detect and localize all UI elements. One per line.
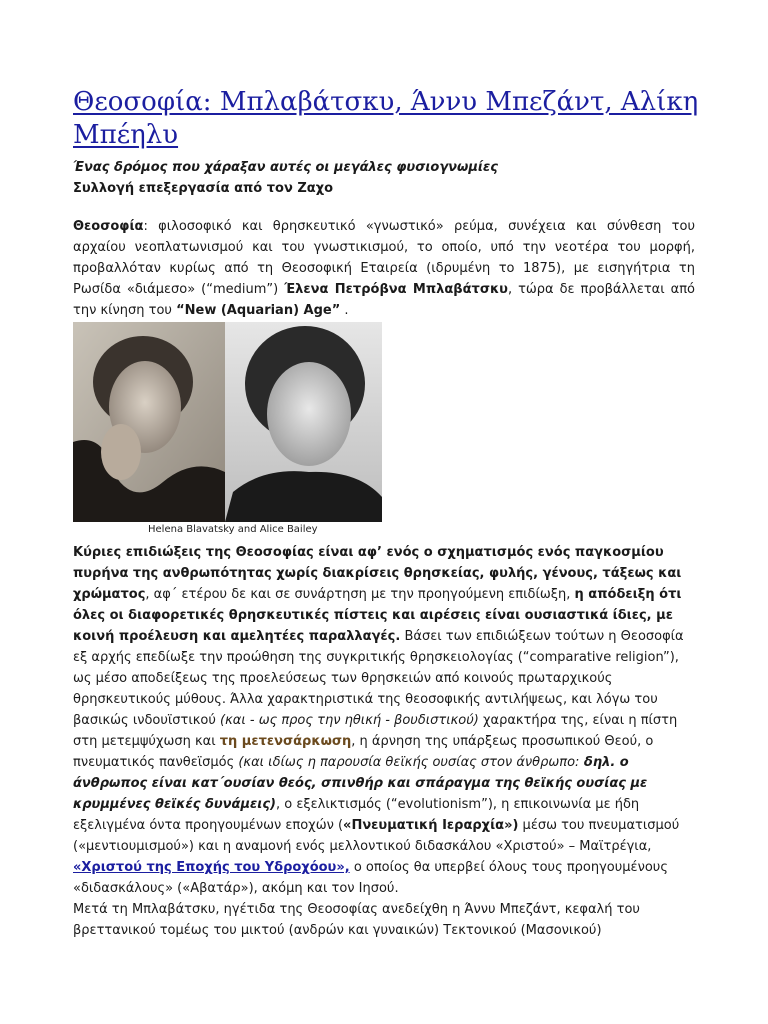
page-title[interactable]: Θεοσοφία: Μπλαβάτσκυ, Άννυ Μπεζάντ, Αλίκη Μπέηλυ [73, 87, 699, 150]
subtitle-line-1: Ένας δρόμος που χάραξαν αυτές οι μεγάλες φυσιογνωμίες [73, 160, 498, 175]
left-portrait-hand [101, 424, 141, 480]
bold-text-1: Κύριες επιδιώξεις της Θεοσοφίας είναι αφ’ ενός ο σχηματισμός ενός παγκοσμίου πυρήνα της ανθρωπότητας χωρίς διακρίσεις θρησκείας, φυλής, γένους, τάξεως και χρώματος [73, 545, 682, 602]
main-text-3: χαρακτήρα της, είναι η πίστη στη μετεμψύχωση και [73, 713, 678, 749]
photo-caption: Helena Blavatsky and Alice Bailey [148, 524, 318, 535]
bold-text-2: η απόδειξη ότι όλες οι διαφορετικές θρησκευτικές πίστεις και αιρέσεις είναι ουσιαστικά ίδιες, με κοινή προέλευση και αμελητέες παραλλαγές. [73, 587, 682, 644]
portrait-photo [73, 322, 382, 540]
main-text-6: μέσω του πνευματισμού («μεντιουμισμού») και η αναμονή ενός μελλοντικού διδασκάλου «Χριστού» – Μαϊτρέγια, [73, 818, 680, 854]
main-text-4: , η άρνηση της υπάρξεως προσωπικού Θεού, ο πνευματικός πανθεϊσμός [73, 734, 654, 770]
intro-text-2: , τώρα δε προβάλλεται από την κίνηση του [73, 282, 695, 318]
main-paragraph [73, 542, 695, 941]
movement-name: “New (Aquarian) Age” [176, 303, 341, 318]
subtitle-block [73, 157, 693, 199]
reincarnation-term: τη μετενσάρκωση [219, 734, 352, 749]
main-text-1: , αφ΄ ετέρου δε και σε συνάρτηση με την προηγούμενη επιδίωξη, [145, 587, 575, 602]
name-blavatsky: Έλενα Πετρόβνα Μπλαβάτσκυ [284, 282, 508, 297]
right-portrait-face [267, 362, 351, 466]
bold-text-3: «Πνευματική Ιεραρχία») [343, 818, 519, 833]
main-text-5: , ο εξελικτισμός (“evolutionism”), η επικοινωνία με ήδη εξελιγμένα όντα προηγουμένων εποχών ( [73, 797, 640, 833]
subtitle-line-2: Συλλογή επεξεργασία από τον Ζαχο [73, 181, 334, 196]
main-text-8: Μετά τη Μπλαβάτσκυ, ηγέτιδα της Θεοσοφίας ανεδείχθη η Άννυ Μπεζάντ, κεφαλή του βρεττανικού τομέως του μικτού (ανδρών και γυναικών) Τεκτονικού (Μασονικού) [73, 902, 640, 938]
main-text-7: ο οποίος θα υπερβεί όλους τους προηγουμένους «διδασκάλους» («Αβατάρ»), ακόμη και τον Ιησού. [73, 860, 668, 896]
italic-text-2: (και ιδίως η παρουσία θεϊκής ουσίας στον άνθρωπο: [238, 755, 580, 770]
intro-paragraph [73, 216, 695, 321]
term-theosophy: Θεοσοφία [73, 219, 144, 234]
aquarius-christ-link[interactable]: «Χριστού της Εποχής του Υδροχόου», [73, 860, 350, 875]
italic-text-1: (και - ως προς την ηθική - βουδιστικού) [220, 713, 479, 728]
main-text-2: Βάσει των επιδιώξεων τούτων η Θεοσοφία εξ αρχής επεδίωξε την προώθηση της συγκριτικής θρησκειολογίας (“comparative religion”), ως μέσο αποδείξεως της προελεύσεως των θρησκειών από κοινούς πρωταρχικούς θρησκευτικούς μύθους. Άλλα χαρακτηριστικά της θεοσοφικής αντιλήψεως, και λόγω του βασικώς ινδουϊστικού [73, 629, 684, 728]
intro-text-3: . [340, 303, 349, 318]
portrait-image [73, 322, 382, 540]
bold-italic-text: δηλ. ο άνθρωπος είναι κατ΄ουσίαν θεός, σπινθήρ και σπάραγμα της θεϊκής ουσίας με κρυμμένες θεϊκές δυνάμεις) [73, 755, 648, 812]
intro-text-1: : φιλοσοφικό και θρησκευτικό «γνωστικό» ρεύμα, συνέχεια και σύνθεση του αρχαίου νεοπλατωνισμού και του γνωστικισμού, το οποίο, υπό την νεοτέρα του μορφή, προβαλλόταν κυρίως από τη Θεοσοφική Εταιρεία (ιδρυμένη το 1875), με εισηγήτρια τη Ρωσίδα «διάμεσο» (“medium”) [73, 219, 695, 297]
